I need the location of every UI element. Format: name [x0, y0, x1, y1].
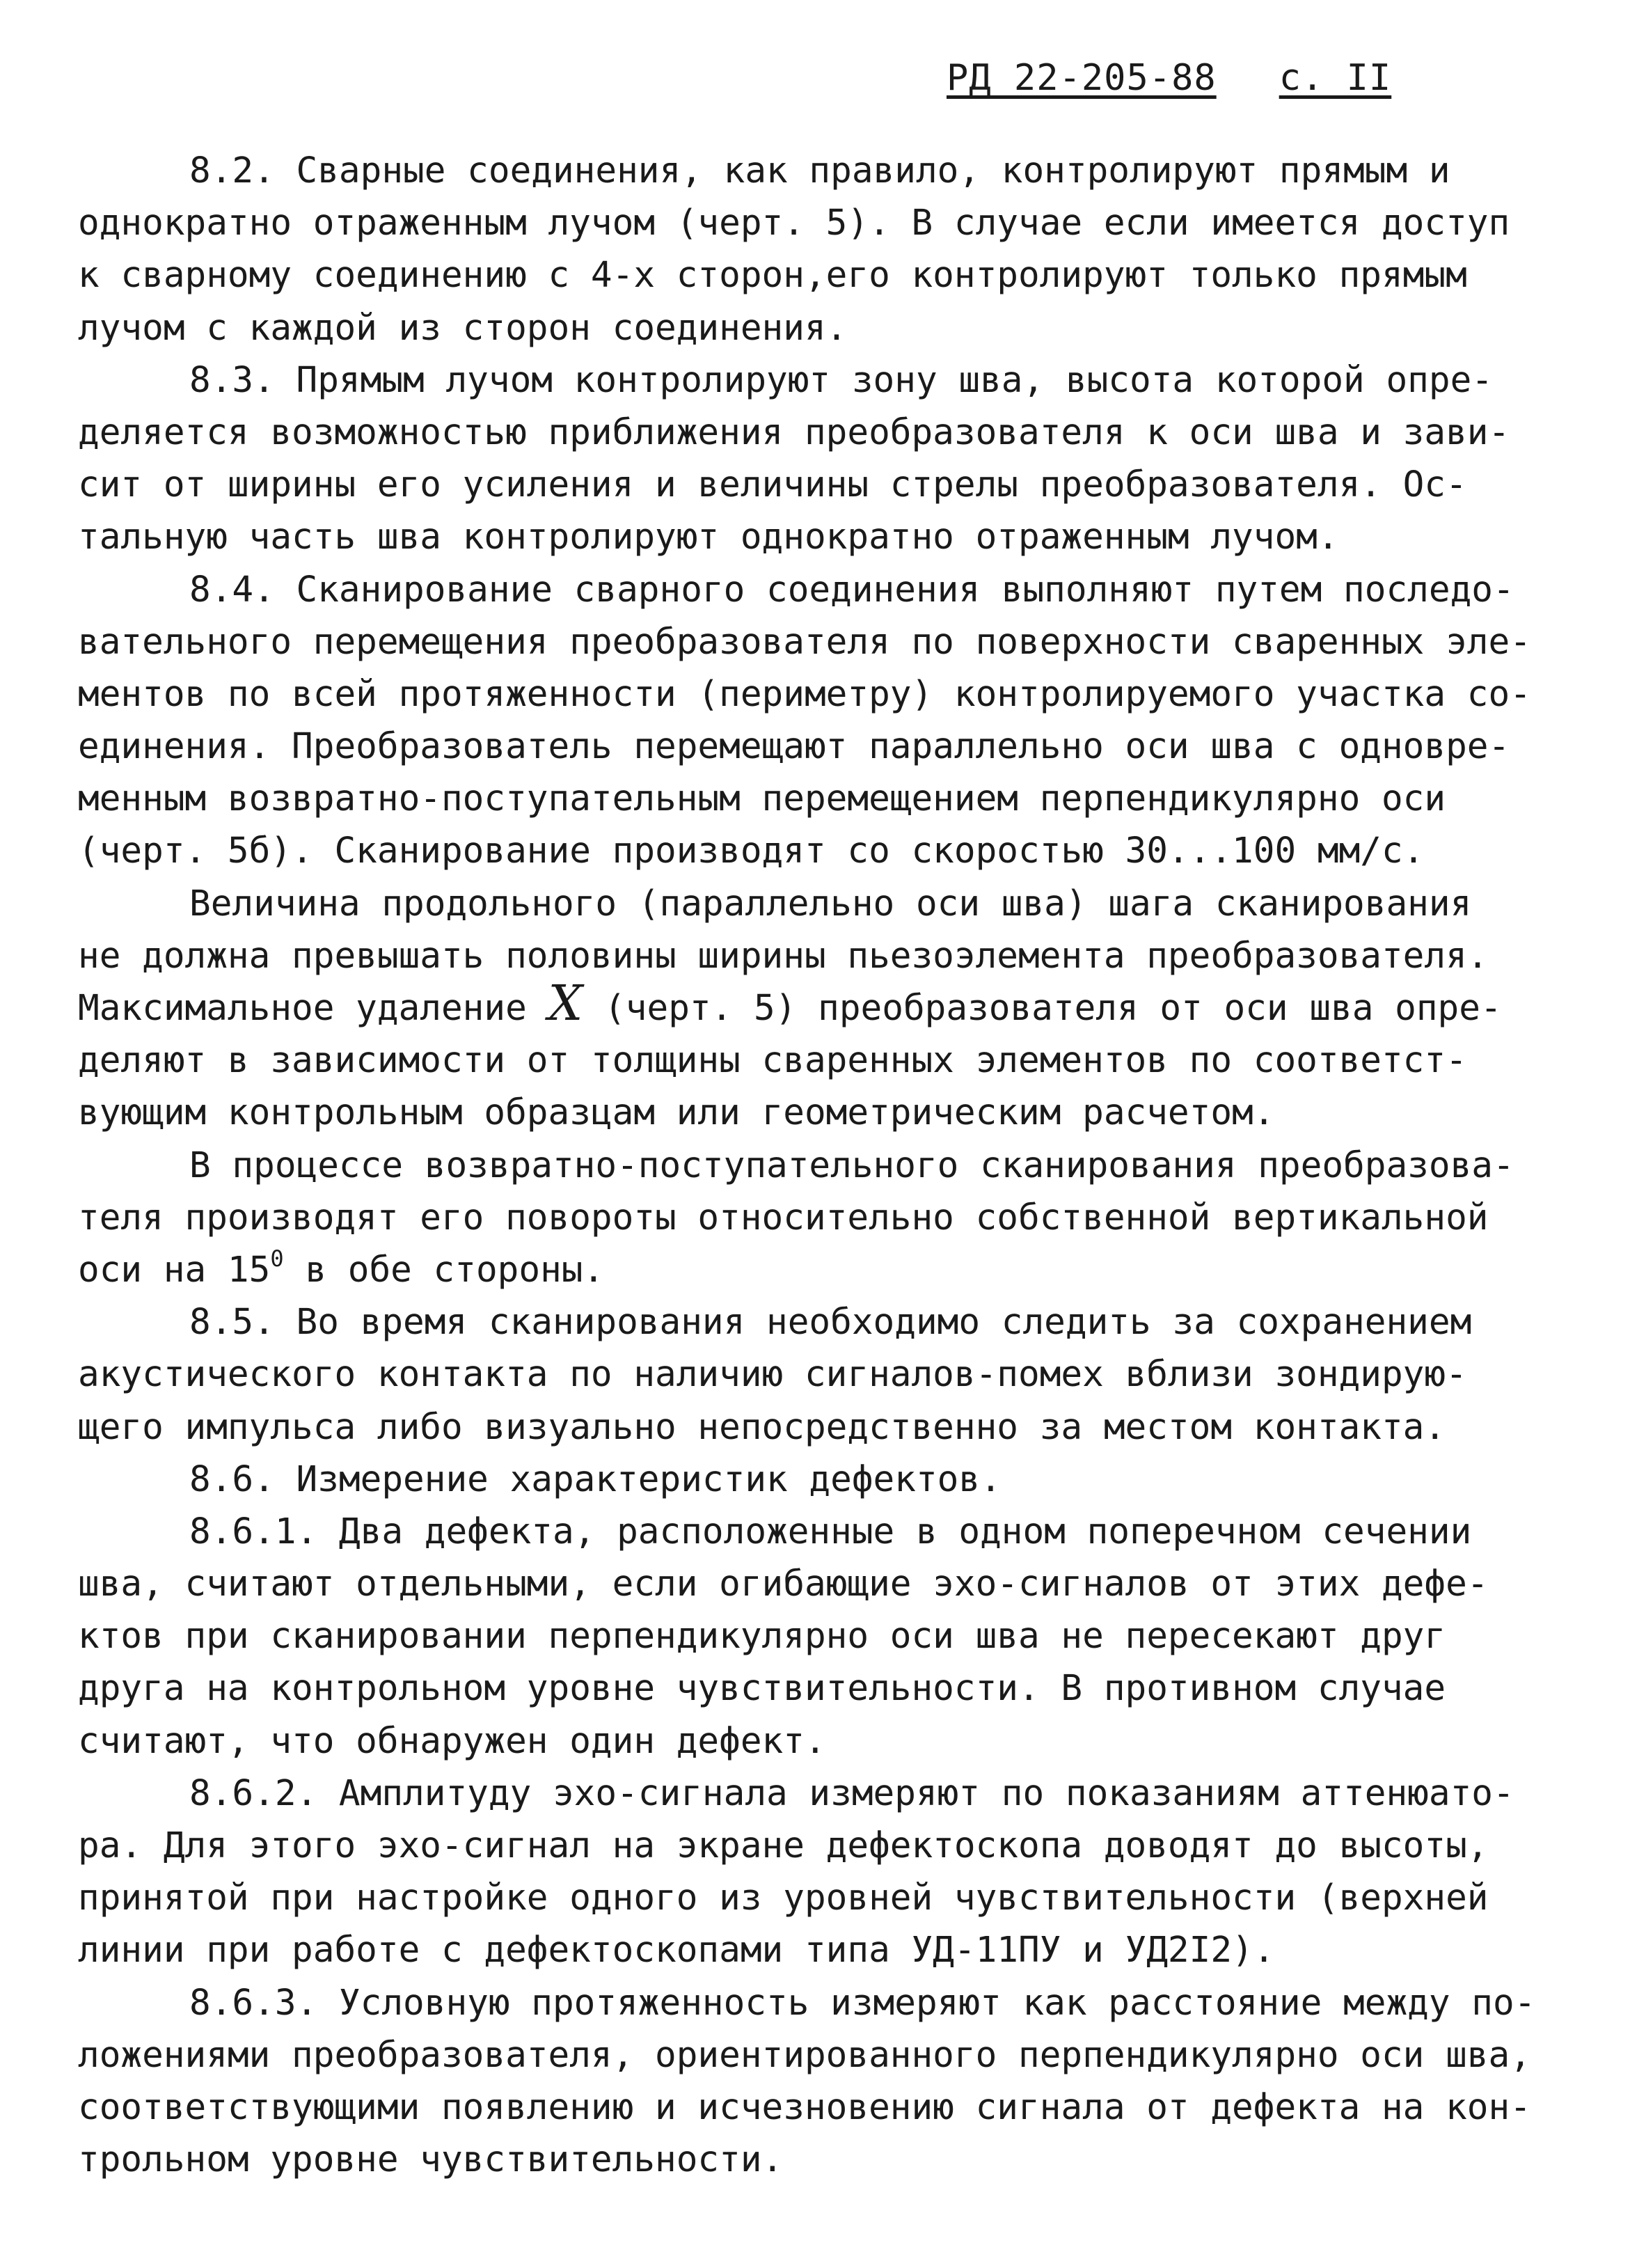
text-line: акустического контакта по наличию сигналов-помех вблизи зондирую-	[78, 1354, 1467, 1396]
text-line: 8.6.2. Амплитуду эхо-сигнала измеряют по показаниям аттенюато-	[189, 1772, 1514, 1814]
text-line: лучом с каждой из сторон соединения.	[78, 307, 848, 349]
text-line: 8.5. Во время сканирования необходимо следить за сохранением	[189, 1302, 1472, 1344]
text-line	[78, 975, 1546, 1034]
text-line: менным возвратно-поступательным перемещением перпендикулярно оси	[78, 778, 1446, 820]
text-line: тальную часть шва контролируют однократно отраженным лучом.	[78, 517, 1339, 558]
text-line: вующим контрольным образцам или геометрическим расчетом.	[78, 1092, 1275, 1134]
text-line: трольном уровне чувствительности.	[78, 2139, 784, 2181]
page-header	[947, 57, 1391, 99]
text-line: В процессе возвратно-поступательного сканирования преобразова-	[189, 1144, 1514, 1186]
text-line: деляется возможностью приближения преобразователя к оси шва и зави-	[78, 411, 1510, 453]
text-line: шва, считают отдельными, если огибающие эхо-сигналов от этих дефе-	[78, 1564, 1489, 1605]
page-number: с. II	[1279, 57, 1392, 99]
text-line: друга на контрольном уровне чувствительности. В противном случае	[78, 1668, 1446, 1710]
text-line: не должна превышать половины ширины пьезоэлемента преобразователя.	[78, 935, 1489, 977]
text-line: сит от ширины его усиления и величины стрелы преобразователя. Ос-	[78, 464, 1467, 506]
text-line: однократно отраженным лучом (черт. 5). В случае если имеется доступ	[78, 203, 1510, 244]
document-body	[78, 145, 1546, 2186]
text-line: считают, что обнаружен один дефект.	[78, 1720, 826, 1762]
text-line: щего импульса либо визуально непосредственно за местом контакта.	[78, 1406, 1446, 1448]
text-line: ложениями преобразователя, ориентированного перпендикулярно оси шва,	[78, 2034, 1531, 2076]
text-line: единения. Преобразователь перемещают параллельно оси шва с одновре-	[78, 726, 1510, 768]
document-code: РД 22-205-88	[947, 57, 1217, 99]
text-line: принятой при настройке одного из уровней чувствительности (верхней	[78, 1877, 1489, 1919]
text-line: ра. Для этого эхо-сигнал на экране дефектоскопа доводят до высоты,	[78, 1825, 1489, 1866]
text-line: соответствующими появлению и исчезновению сигнала от дефекта на кон-	[78, 2086, 1531, 2128]
degree-superscript: 0	[270, 1245, 284, 1272]
text-segment: оси на 15	[78, 1249, 271, 1291]
text-line: 8.6.3. Условную протяженность измеряют как расстояние между по-	[189, 1982, 1536, 2024]
distance-symbol-x: X	[548, 975, 583, 1032]
text-line: деляют в зависимости от толщины сваренных элементов по соответст-	[78, 1040, 1467, 1082]
text-line: 8.2. Сварные соединения, как правило, контролируют прямым и	[189, 150, 1450, 191]
text-line: 8.6.1. Два дефекта, расположенные в одном поперечном сечении	[189, 1511, 1472, 1552]
text-line: к сварному соединению с 4-х сторон,его контролируют только прямым	[78, 255, 1467, 297]
text-segment: Максимальное удаление	[78, 988, 527, 1029]
text-line: линии при работе с дефектоскопами типа УД-11ПУ и УД2I2).	[78, 1930, 1275, 1971]
text-segment: (черт. 5) преобразователя от оси шва опре-	[604, 988, 1502, 1029]
text-line: 8.6. Измерение характеристик дефектов.	[189, 1458, 1002, 1500]
text-segment: в обе стороны.	[305, 1249, 605, 1291]
text-line	[78, 1244, 1546, 1296]
text-line: (черт. 5б). Сканирование производят со скоростью 30...100 мм/с.	[78, 830, 1425, 872]
text-line: Величина продольного (параллельно оси шва) шага сканирования	[189, 883, 1472, 924]
text-line: вательного перемещения преобразователя по поверхности сваренных эле-	[78, 621, 1531, 663]
text-line: 8.3. Прямым лучом контролируют зону шва, высота которой опре-	[189, 359, 1493, 401]
text-line: 8.4. Сканирование сварного соединения выполняют путем последо-	[189, 569, 1514, 611]
text-line: ктов при сканировании перпендикулярно оси шва не пересекают друг	[78, 1616, 1446, 1657]
text-line: теля производят его повороты относительно собственной вертикальной	[78, 1197, 1489, 1238]
text-line: ментов по всей протяженности (периметру) контролируемого участка со-	[78, 673, 1531, 715]
